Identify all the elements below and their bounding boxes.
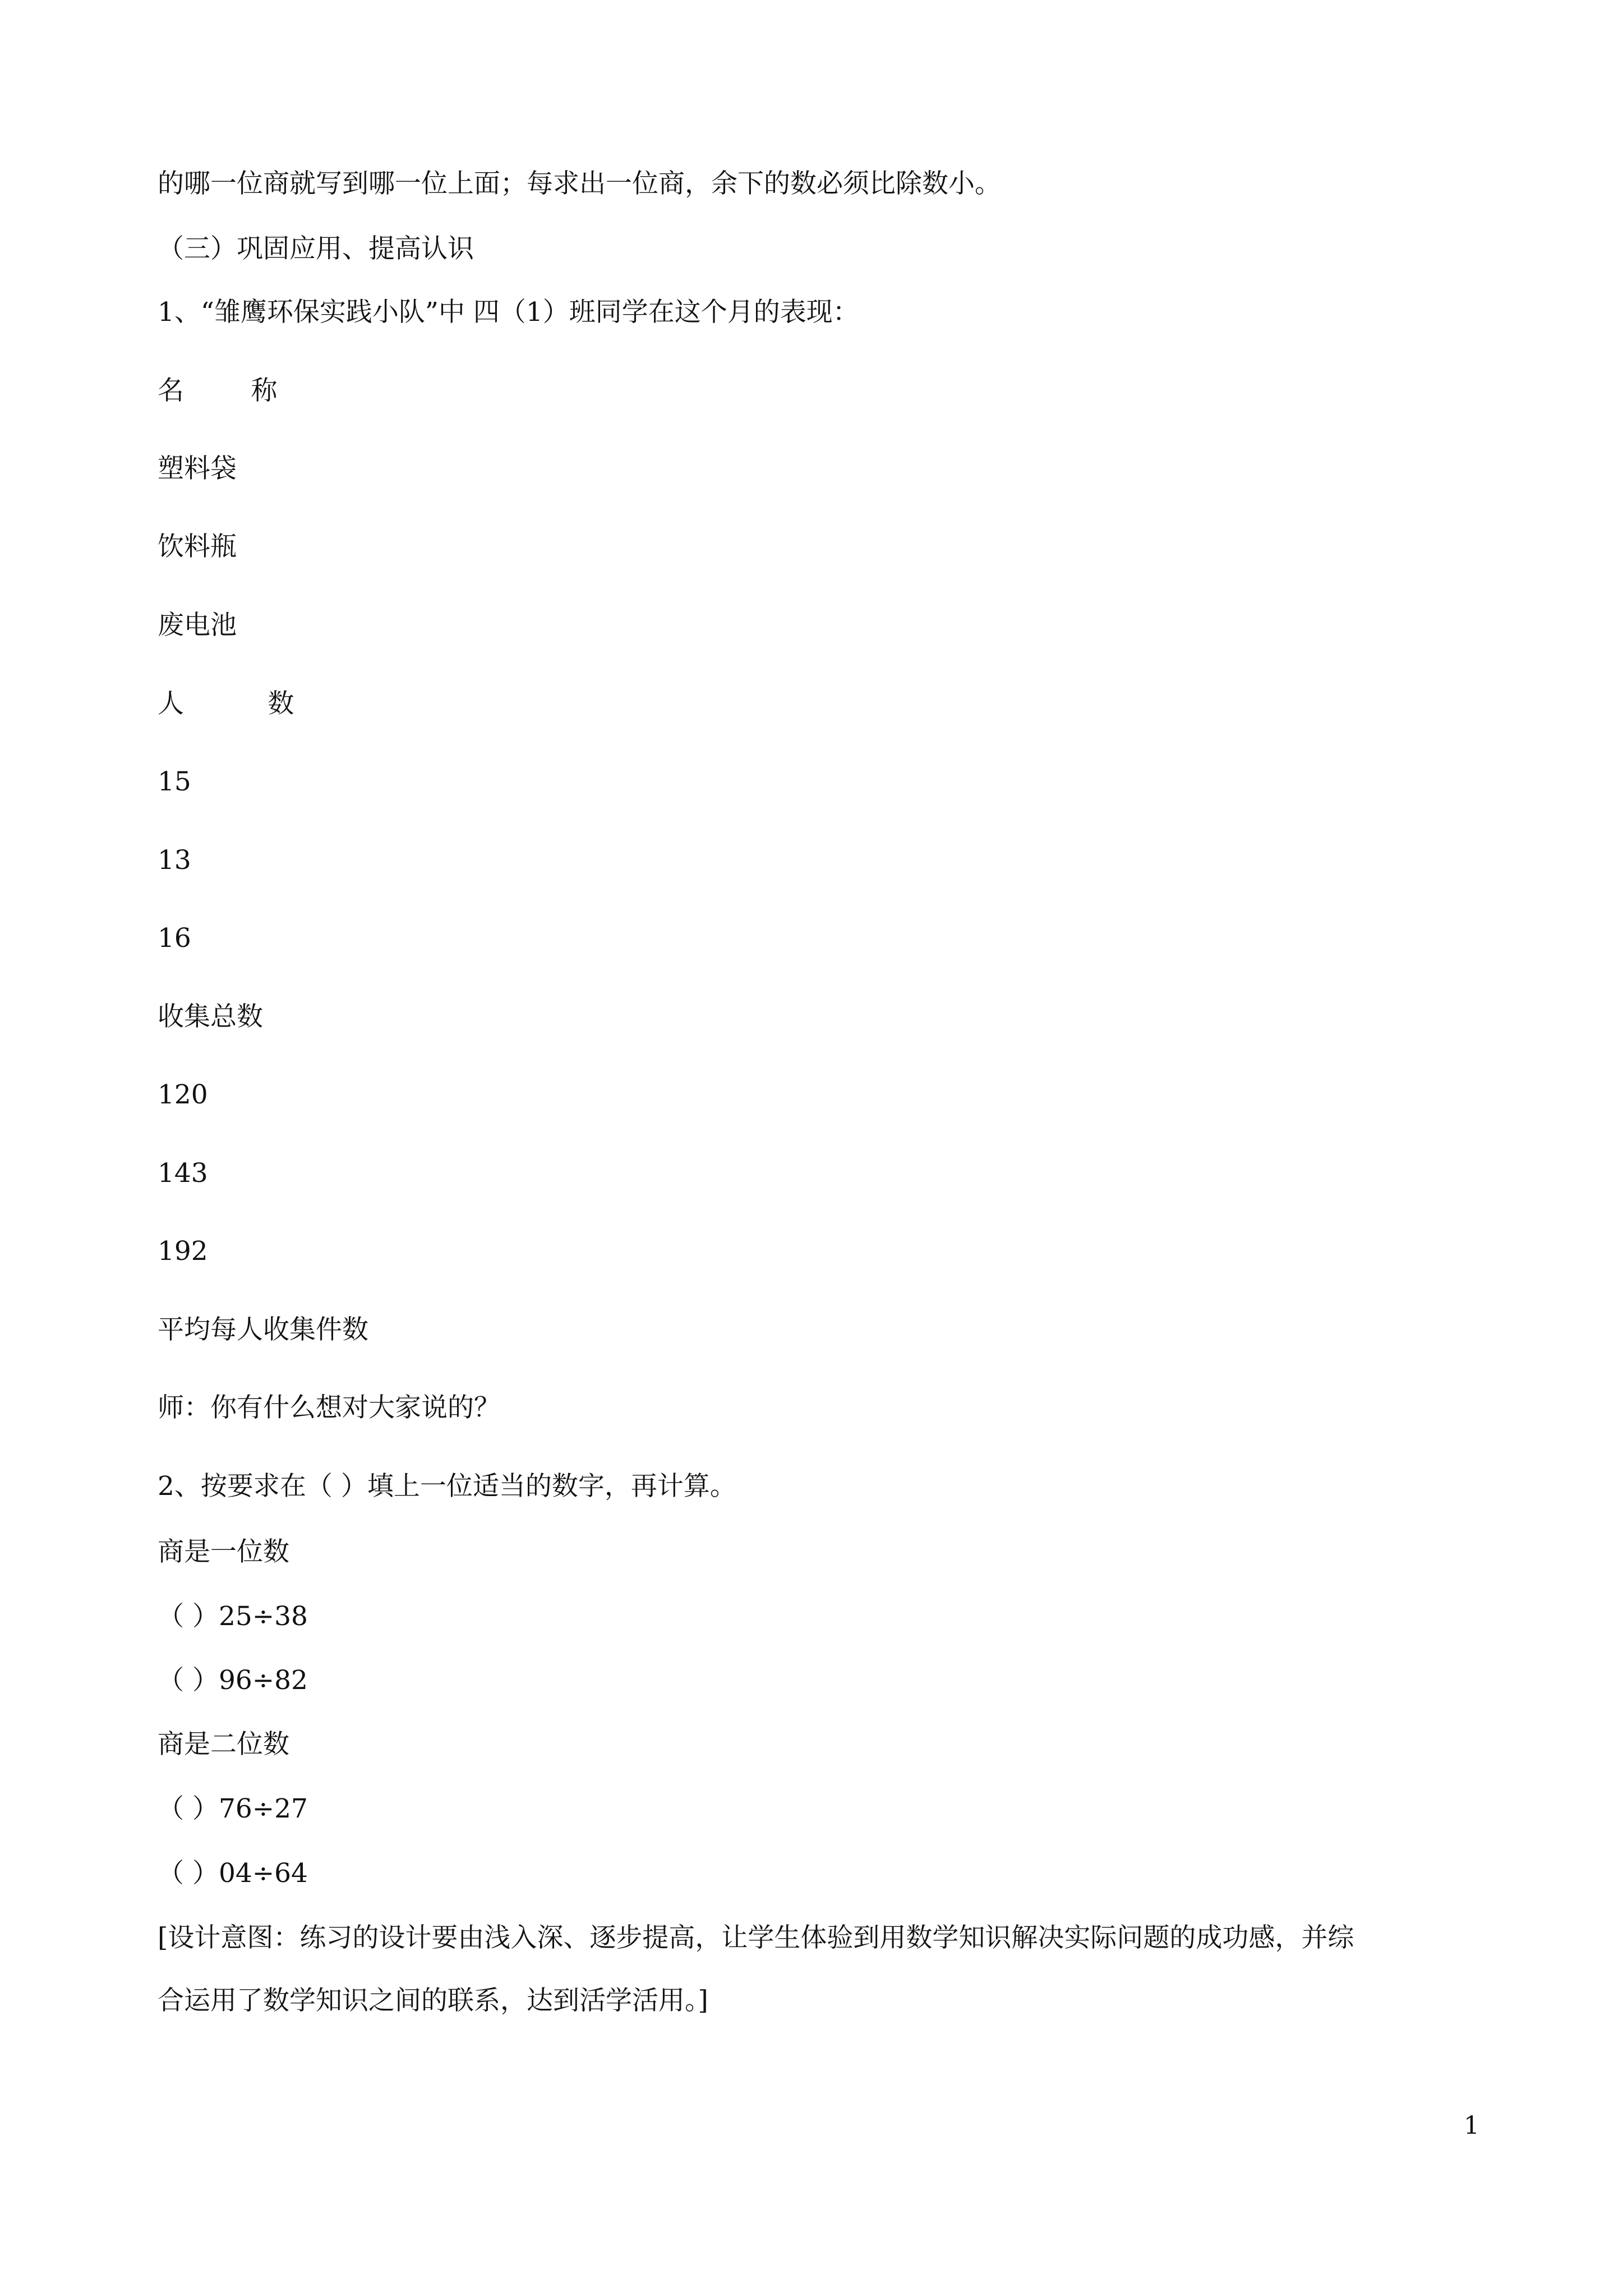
name-header: 名 称 bbox=[158, 375, 278, 406]
teacher-question: 师：你有什么想对大家说的？ bbox=[158, 1392, 500, 1423]
question-1-prompt: 1、“雏鹰环保实践小队”中 四（1）班同学在这个月的表现： bbox=[158, 297, 859, 328]
people-count: 15 bbox=[158, 766, 191, 797]
people-count: 13 bbox=[158, 845, 191, 876]
page-number: 1 bbox=[1464, 2111, 1479, 2140]
total-header: 收集总数 bbox=[158, 1001, 263, 1032]
design-note-line-2: 合运用了数学知识之间的联系，达到活学活用。] bbox=[158, 1985, 708, 2016]
total-count: 120 bbox=[158, 1079, 208, 1110]
one-digit-label: 商是一位数 bbox=[158, 1536, 289, 1567]
item-plastic-bag: 塑料袋 bbox=[158, 453, 237, 484]
total-count: 143 bbox=[158, 1158, 208, 1189]
exercise-line: （ ）25÷38 bbox=[158, 1601, 308, 1632]
total-count: 192 bbox=[158, 1236, 208, 1267]
exercise-line: （ ）96÷82 bbox=[158, 1665, 308, 1696]
people-header: 人 数 bbox=[158, 688, 294, 719]
intro-tail-text: 的哪一位商就写到哪一位上面；每求出一位商，余下的数必须比除数小。 bbox=[158, 168, 1001, 199]
exercise-line: （ ）76÷27 bbox=[158, 1793, 308, 1824]
two-digit-label: 商是二位数 bbox=[158, 1729, 289, 1760]
item-drink-bottle: 饮料瓶 bbox=[158, 531, 237, 562]
item-battery: 废电池 bbox=[158, 610, 237, 641]
people-count: 16 bbox=[158, 923, 191, 954]
design-note-line-1: [设计意图：练习的设计要由浅入深、逐步提高，让学生体验到用数学知识解决实际问题的成功感，并综 bbox=[158, 1922, 1354, 1953]
average-header: 平均每人收集件数 bbox=[158, 1314, 368, 1345]
section-title: （三）巩固应用、提高认识 bbox=[158, 233, 474, 264]
exercise-line: （ ）04÷64 bbox=[158, 1858, 308, 1889]
question-2-prompt: 2、按要求在（ ）填上一位适当的数字，再计算。 bbox=[158, 1471, 736, 1502]
